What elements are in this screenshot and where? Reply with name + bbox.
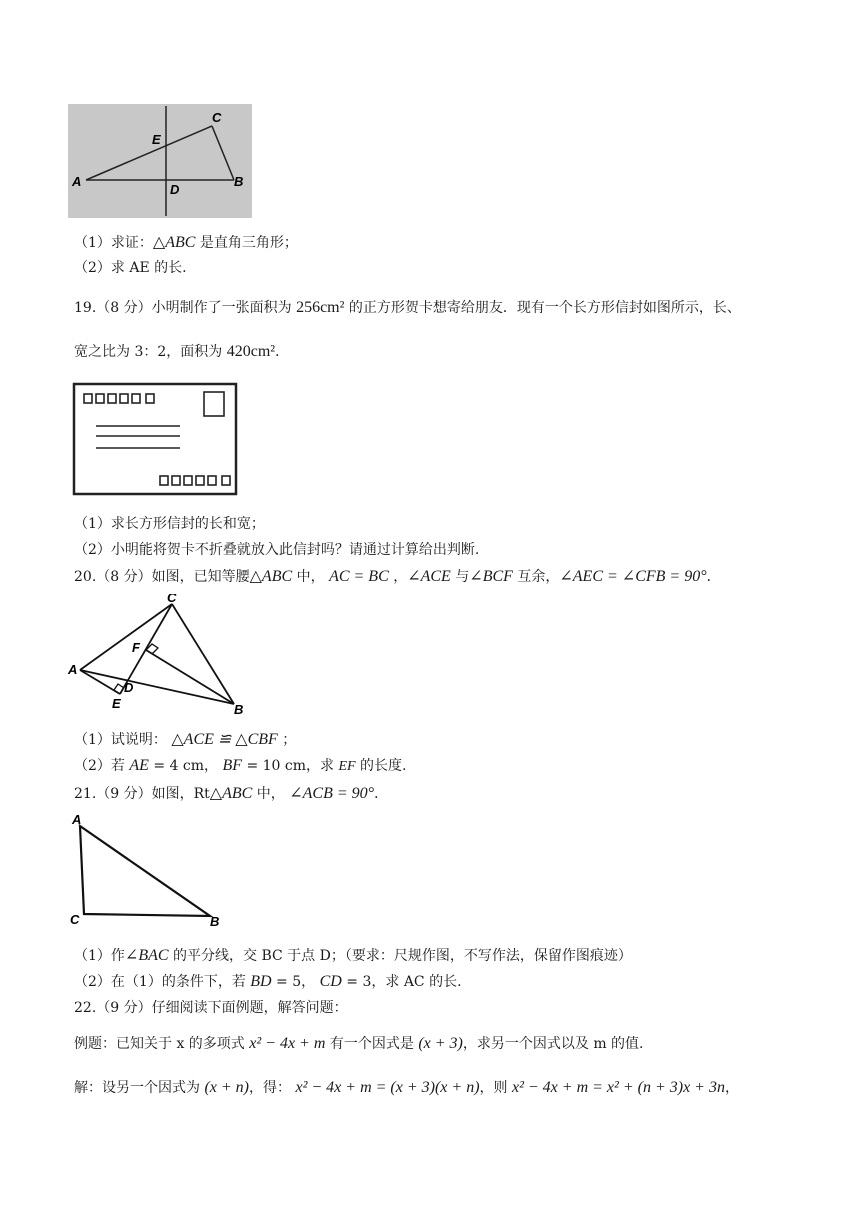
q19-line2: 宽之比为 3：2，面积为 420cm²． (74, 343, 290, 360)
q18-figure (68, 104, 252, 218)
q21-part1: （1）作∠BAC 的平分线，交 BC 于点 D；（要求：尺规作图，不写作法，保留作图痕迹） (74, 947, 632, 964)
q20-label-f: F (132, 640, 140, 655)
q20-line1: 20.（8 分）如图，已知等腰△ABC 中， AC = BC ，∠ACE 与∠BCF 互余，∠AEC = ∠CFB = 90°． (74, 568, 721, 585)
q19-envelope-figure (70, 382, 240, 498)
q20-label-d: D (124, 680, 134, 695)
stamp-box (204, 392, 224, 416)
q22-line1: 22.（9 分）仔细阅读下面例题，解答问题： (74, 1000, 348, 1016)
q18-label-d: D (170, 182, 180, 197)
envelope-outline (74, 384, 236, 494)
q20-side-cb (172, 604, 234, 704)
q20-label-a: A (68, 662, 78, 677)
q20-side-ab (80, 670, 234, 704)
q18-label-e: E (152, 132, 161, 147)
q21-triangle (80, 826, 210, 916)
q18-figure-background (68, 104, 252, 218)
q20-part2: （2）若 AE = 4 cm， BF = 10 cm，求 EF 的长度. (74, 757, 407, 774)
q22-line3: 解：设另一个因式为 (x + n)，得： x² − 4x + m = (x + 3)(x + n)，则 x² − 4x + m = x² + (n + 3)x + 3n， (74, 1079, 739, 1096)
q18-part2: （2）求 AE 的长. (74, 260, 187, 276)
postcode-boxes-top (84, 394, 154, 403)
q21-label-c: C (70, 912, 80, 927)
q20-label-b: B (234, 702, 244, 717)
q18-label-a: A (72, 174, 82, 189)
q20-side-ac (80, 604, 172, 670)
q18-label-b: B (234, 174, 244, 189)
address-lines (96, 426, 180, 448)
q21-line1: 21.（9 分）如图，Rt△ABC 中， ∠ACB = 90°． (74, 785, 389, 802)
q21-label-a: A (72, 812, 82, 827)
postcode-boxes-bottom (160, 476, 230, 485)
q19-line1: 19.（8 分）小明制作了一张面积为 256cm² 的正方形贺卡想寄给朋友．现有一个长方形信封如图所示，长、 (74, 299, 741, 316)
q19-part1: （1）求长方形信封的长和宽； (74, 516, 265, 532)
q20-label-c: C (167, 594, 177, 605)
q19-part2: （2）小明能将贺卡不折叠就放入此信封吗？请通过计算给出判断. (74, 542, 480, 558)
q20-label-e: E (112, 696, 121, 711)
q22-line2: 例题：已知关于 x 的多项式 x² − 4x + m 有一个因式是 (x + 3)，求另一个因式以及 m 的值. (74, 1035, 644, 1052)
q18-label-c: C (212, 110, 222, 125)
q18-part1: （1）求证：△ABC 是直角三角形； (74, 234, 298, 251)
q20-figure (66, 594, 256, 718)
q21-part2: （2）在（1）的条件下，若 BD = 5， CD = 3，求 AC 的长. (74, 973, 462, 990)
q20-part1: （1）试说明： △ACE ≌ △CBF ； (74, 731, 297, 748)
q20-line-bf (146, 650, 234, 704)
q21-figure (66, 812, 230, 930)
q21-label-b: B (210, 914, 220, 929)
